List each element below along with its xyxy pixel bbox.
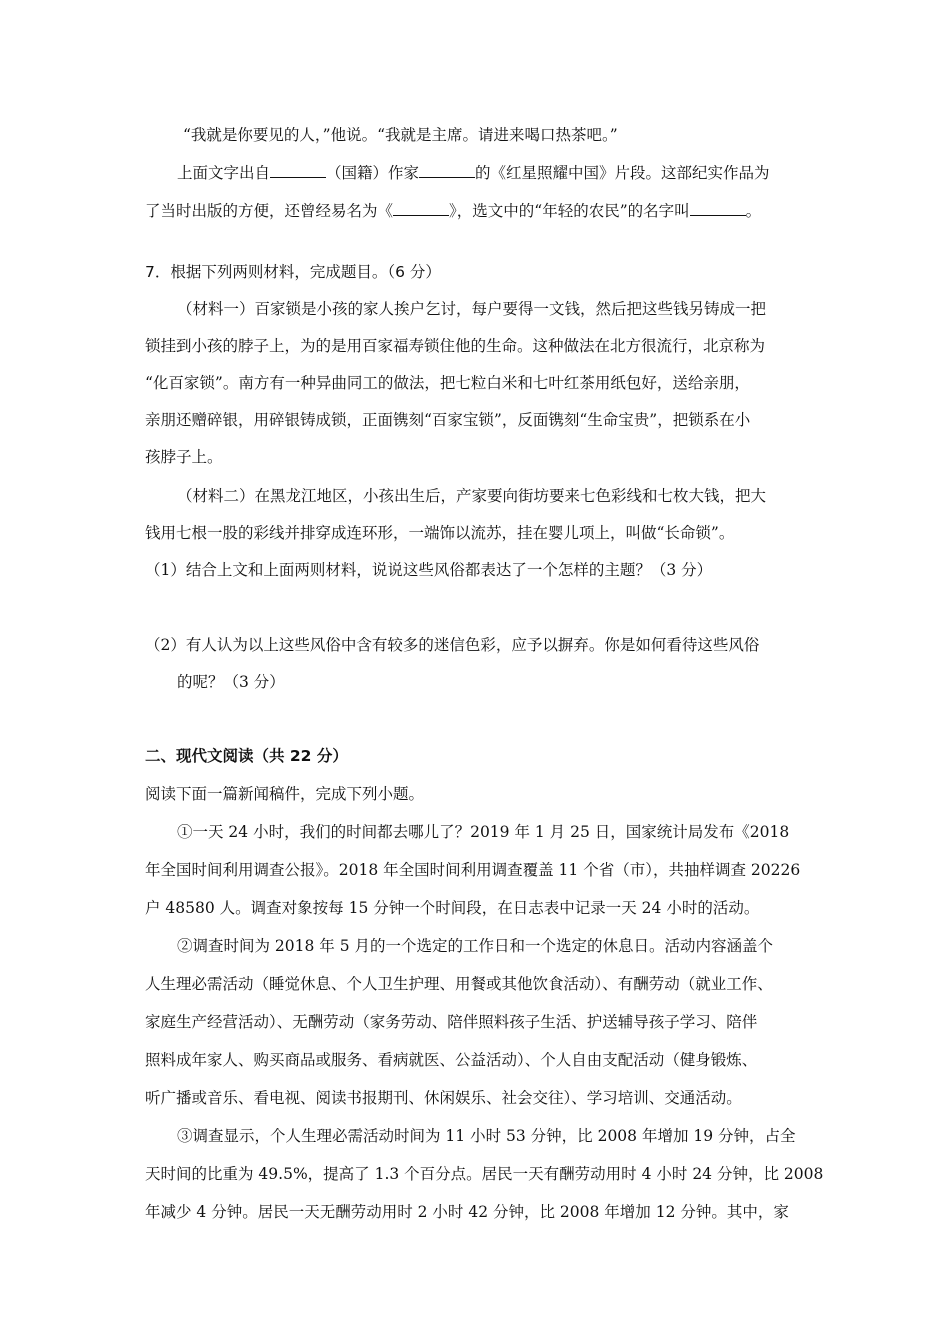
alt-title-blank[interactable] [393,201,449,216]
section-instruction: 阅读下面一篇新闻稿件，完成下列小题。 [145,785,425,803]
question-text: 了当时出版的方便，还曾经易名为《 [145,202,394,220]
section-heading: 二、现代文阅读（共 22 分） [145,747,348,765]
paragraph-3-line: 年减少 4 分钟。居民一天无酬劳动用时 2 小时 42 分钟，比 2008 年增加 12 分钟。其中，家 [145,1203,789,1221]
farmer-name-blank[interactable] [690,201,746,216]
question-text: （国籍）作家 [326,164,420,182]
paragraph-3-line: 天时间的比重为 49.5%，提高了 1.3 个百分点。居民一天有酬劳动用时 4 小时 24 分钟，比 2008 [145,1165,824,1183]
quote-text: “我就是你要见的人，”他说。“我就是主席。请进来喝口热茶吧。” [183,126,618,144]
material-1-line: （材料一）百家锁是小孩的家人挨户乞讨，每户要得一文钱，然后把这些钱另铸成一把 [177,300,767,318]
question-text: 》，选文中的“年轻的农民”的名字叫 [449,202,690,220]
material-2-line: （材料二）在黑龙江地区，小孩出生后，产家要向街坊要来七色彩线和七枚大钱，把大 [177,487,767,505]
paragraph-2-line: 听广播或音乐、看电视、阅读书报期刊、休闲娱乐、社会交往）、学习培训、交通活动。 [145,1089,742,1107]
nationality-blank[interactable] [270,163,326,178]
question-7-title: 7．根据下列两则材料，完成题目。（6 分） [145,263,441,281]
author-blank[interactable] [419,163,475,178]
sub-question-2: （2）有人认为以上这些风俗中含有较多的迷信色彩，应予以摒弃。你是如何看待这些风俗 [145,636,760,654]
material-1-line: “化百家锁”。南方有一种异曲同工的做法，把七粒白米和七叶红茶用纸包好，送给亲朋， [145,374,750,392]
material-1-line: 孩脖子上。 [145,448,223,466]
paragraph-2-line: 照料成年家人、购买商品或服务、看病就医、公益活动）、个人自由支配活动（健身锻炼、 [145,1051,758,1069]
question-text: 。 [745,202,762,220]
sub-question-1: （1）结合上文和上面两则材料，说说这些风俗都表达了一个怎样的主题？（3 分） [145,561,713,579]
paragraph-1-line: ①一天 24 小时，我们的时间都去哪儿了？2019 年 1 月 25 日，国家统计局发布《2018 [177,823,790,841]
paragraph-3-line: ③调查显示，个人生理必需活动时间为 11 小时 53 分钟，比 2008 年增加 19 分钟，占全 [177,1127,796,1145]
question-line-2 [145,201,761,221]
paragraph-1-line: 年全国时间利用调查公报》。2018 年全国时间利用调查覆盖 11 个省（市），共抽样调查 20226 [145,861,801,879]
material-1-line: 锁挂到小孩的脖子上，为的是用百家福寿锁住他的生命。这种做法在北方很流行，北京称为 [145,337,766,355]
paragraph-2-line: ②调查时间为 2018 年 5 月的一个选定的工作日和一个选定的休息日。活动内容涵盖个 [177,937,774,955]
question-text: 上面文字出自 [177,164,271,182]
material-1-line: 亲朋还赠碎银，用碎银铸成锁，正面镌刻“百家宝锁”，反面镌刻“生命宝贵”，把锁系在小 [145,411,751,429]
paragraph-2-line: 人生理必需活动（睡觉休息、个人卫生护理、用餐或其他饮食活动）、有酬劳动（就业工作、 [145,975,773,993]
question-line-1 [177,163,770,183]
question-text: 的《红星照耀中国》片段。这部纪实作品为 [475,164,770,182]
paragraph-1-line: 户 48580 人。调查对象按每 15 分钟一个时间段，在日志表中记录一天 24 小时的活动。 [145,899,760,917]
paragraph-2-line: 家庭生产经营活动）、无酬劳动（家务劳动、陪伴照料孩子生活、护送辅导孩子学习、陪伴 [145,1013,758,1031]
sub-question-2-cont: 的呢？（3 分） [177,673,285,691]
material-2-line: 钱用七根一股的彩线并排穿成连环形，一端饰以流苏，挂在婴儿项上，叫做“长命锁”。 [145,524,735,542]
